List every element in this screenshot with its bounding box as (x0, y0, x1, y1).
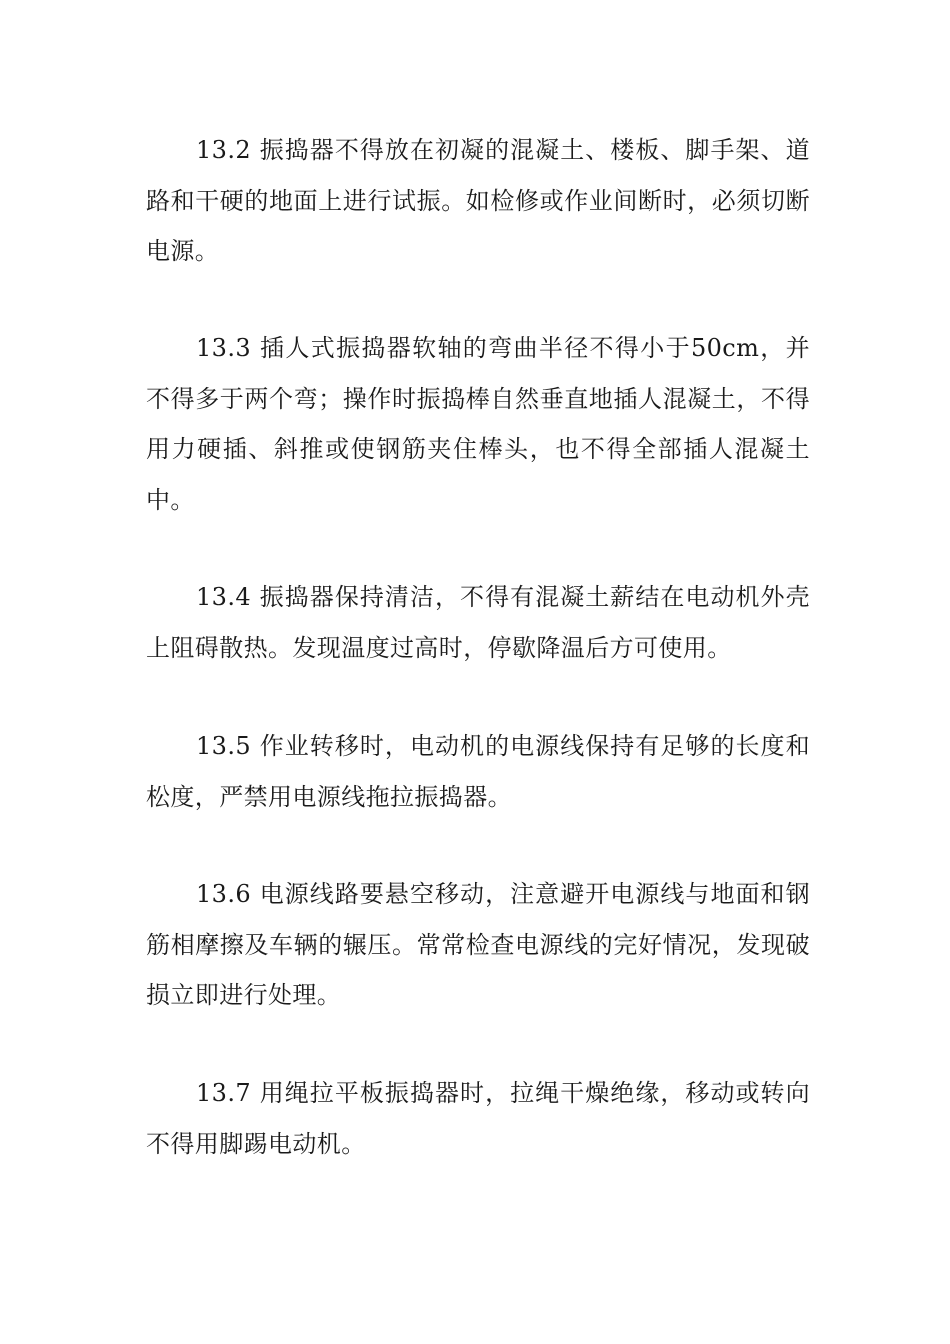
paragraph-13-2: 13.2 振捣器不得放在初凝的混凝土、楼板、脚手架、道路和干硬的地面上进行试振。如检修或作业间断时，必须切断电源。 (146, 136, 810, 265)
paragraph-13-4: 13.4 振捣器保持清洁，不得有混凝土薪结在电动机外壳上阻碍散热。发现温度过高时，停歇降温后方可使用。 (146, 583, 810, 662)
paragraph-13-3: 13.3 插人式振捣器软轴的弯曲半径不得小于50cm，并不得多于两个弯；操作时振捣棒自然垂直地插人混凝土，不得用力硬插、斜推或使钢筋夹住棒头，也不得全部插人混凝土中。 (146, 334, 810, 514)
paragraph-13-6: 13.6 电源线路要悬空移动，注意避开电源线与地面和钢筋相摩擦及车辆的辗压。常常检查电源线的完好情况，发现破损立即进行处理。 (146, 880, 810, 1009)
paragraph-13-5: 13.5 作业转移时，电动机的电源线保持有足够的长度和松度，严禁用电源线拖拉振捣器。 (146, 732, 810, 811)
paragraph-13-7: 13.7 用绳拉平板振捣器时，拉绳干燥绝缘，移动或转向不得用脚踢电动机。 (146, 1079, 810, 1158)
